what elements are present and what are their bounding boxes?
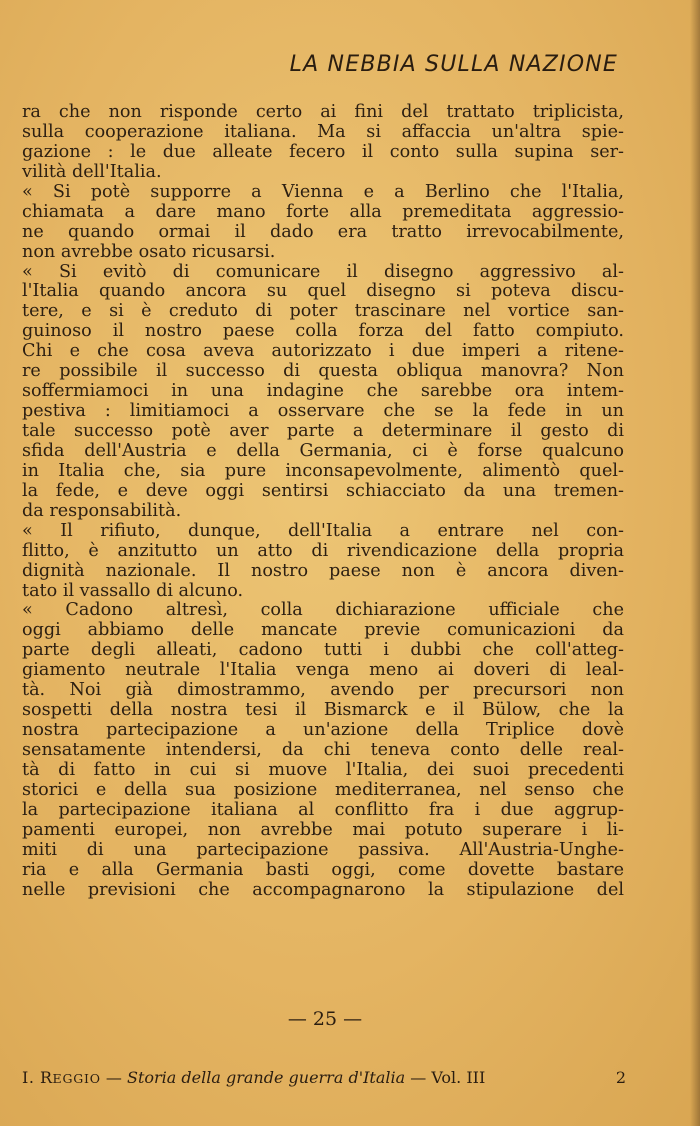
- text-line: « Si evitò di comunicare il disegno aggressivo al-: [22, 261, 624, 282]
- text-line: tà. Noi già dimostrammo, avendo per precursori non: [22, 680, 624, 701]
- text-line: « Si potè supporre a Vienna e a Berlino che l'Italia,: [22, 181, 624, 202]
- text-line: chiamata a dare mano forte alla premeditata aggressio-: [22, 201, 624, 222]
- text-line: ne quando ormai il dado era tratto irrevocabilmente,: [22, 221, 624, 242]
- text-line: da responsabilità.: [22, 500, 182, 521]
- text-line: tere, e si è creduto di poter trascinare nel vortice san-: [22, 301, 624, 322]
- text-line: oggi abbiamo delle mancate previe comunicazioni da: [22, 620, 624, 641]
- text-line: gazione : le due alleate fecero il conto sulla supina ser-: [22, 141, 624, 162]
- footer-signature-mark: 2: [615, 1068, 626, 1087]
- text-line: pamenti europei, non avrebbe mai potuto superare i li-: [22, 819, 624, 840]
- text-line: nostra partecipazione a un'azione della Triplice dovè: [22, 720, 624, 741]
- text-line: sensatamente intendersi, da chi teneva conto delle real-: [22, 740, 624, 760]
- footer-author: I. REGGIO: [22, 1068, 101, 1087]
- body-text: [22, 103, 624, 901]
- page-number: — 25 —: [287, 1008, 363, 1030]
- text-line: storici e della sua posizione mediterranea, nel senso che: [22, 779, 624, 800]
- text-line: in Italia che, sia pure inconsapevolmente, alimentò quel-: [22, 460, 624, 481]
- text-line: tà di fatto in cui si muove l'Italia, dei suoi precedenti: [22, 759, 624, 780]
- text-line: re possibile il successo di questa obliqua manovra? Non: [22, 361, 624, 382]
- text-line: dignità nazionale. Il nostro paese non è ancora diven-: [22, 560, 624, 581]
- text-line: l'Italia quando ancora su quel disegno si poteva discu-: [22, 281, 624, 302]
- text-line: ria e alla Germania basti oggi, come dovette bastare: [22, 859, 624, 880]
- text-line: soffermiamoci in una indagine che sarebbe ora intem-: [22, 381, 624, 402]
- text-line: tato il vassallo di alcuno.: [22, 580, 244, 601]
- text-line: giamento neutrale l'Italia venga meno ai doveri di leal-: [22, 660, 624, 681]
- text-line: flitto, è anzitutto un atto di rivendicazione della propria: [22, 540, 624, 561]
- page-edge-shadow: [690, 0, 700, 1126]
- text-line: miti di una partecipazione passiva. All'Austria-Unghe-: [22, 839, 624, 860]
- text-line: la fede, e deve oggi sentirsi schiacciato da una tremen-: [22, 480, 624, 501]
- running-head: LA NEBBIA SULLA NAZIONE: [289, 52, 618, 77]
- text-line: la partecipazione italiana al conflitto fra i due aggrup-: [22, 799, 624, 820]
- text-line: guinoso il nostro paese colla forza del fatto compiuto.: [22, 321, 624, 342]
- text-line: sospetti della nostra tesi il Bismarck e il Bülow, che la: [22, 700, 624, 721]
- text-line: tale successo potè aver parte a determinare il gesto di: [22, 421, 624, 441]
- text-line: sfida dell'Austria e della Germania, ci è forse qualcuno: [22, 440, 624, 461]
- text-line: pestiva : limitiamoci a osservare che se la fede in un: [22, 401, 624, 422]
- text-line: « Il rifiuto, dunque, dell'Italia a entrare nel con-: [22, 520, 624, 541]
- text-line: ra che non risponde certo ai fini del trattato triplicista,: [22, 102, 624, 122]
- footer-volume: Vol. III: [431, 1068, 486, 1087]
- footer-signature-line: I. REGGIO — Storia della grande guerra d'Italia — Vol. III 2: [22, 1068, 626, 1087]
- text-line: non avrebbe osato ricusarsi.: [22, 241, 276, 262]
- text-line: nelle previsioni che accompagnarono la stipulazione del: [22, 879, 624, 900]
- text-line: vilità dell'Italia.: [22, 161, 162, 182]
- footer-book-title: Storia della grande guerra d'Italia: [127, 1068, 406, 1087]
- text-line: sulla cooperazione italiana. Ma si affaccia un'altra spie-: [22, 121, 624, 142]
- text-line: parte degli alleati, cadono tutti i dubbi che coll'atteg-: [22, 640, 624, 661]
- text-line: Chi e che cosa aveva autorizzato i due imperi a ritene-: [22, 341, 624, 362]
- text-line: « Cadono altresì, colla dichiarazione ufficiale che: [22, 600, 624, 621]
